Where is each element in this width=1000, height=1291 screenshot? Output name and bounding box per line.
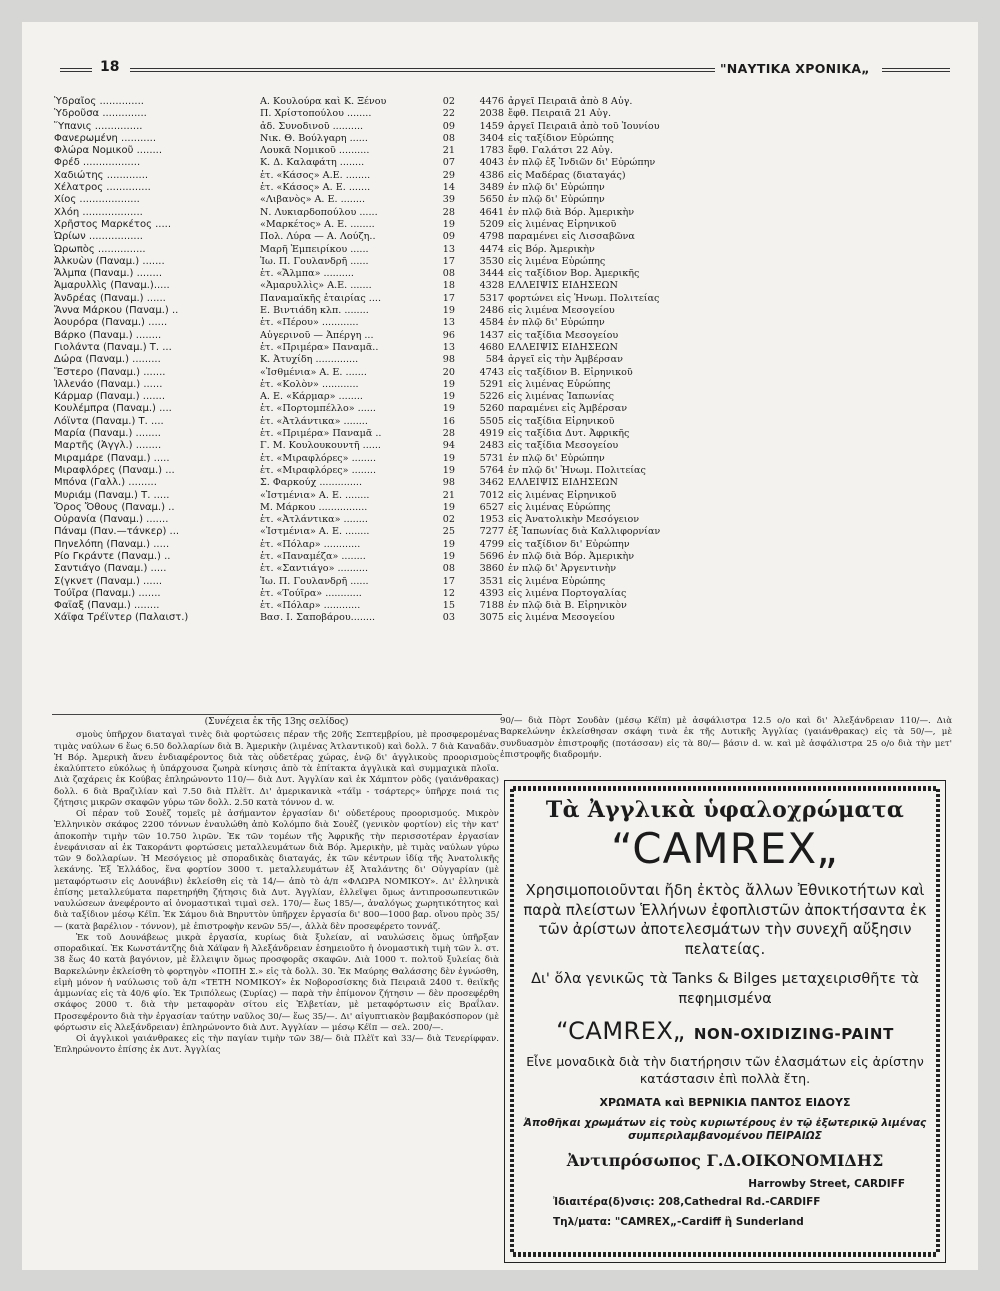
ship-name: Κουλέμπρα (Παναμ.) .... [54,403,172,415]
ship-owner: ἀδ. Συνοδινοῦ .......... [260,120,364,132]
ship-age: 14 [442,182,455,194]
ship-status: εἰς λιμένα Μεσογείου [508,612,615,624]
ship-tonnage: 3531 [479,575,504,587]
article-paragraph: Οἱ πέραν τοῦ Σουὲζ τομεῖς μὲ ἀσήμαντον ἐργασίαν δι' οὐδετέρους προορισμούς. Μικρὸν Ἑλληνικὸν σκάφος 2200 τόννων ἐναυλώθη ἀπὸ Κολόμπο διὰ Σουὲζ (γενικὸν φορτίον) εἰς τὴν κατ' ἀποκοπὴν τιμὴν τῶν 10.750 λιρῶν. Ἐκ τῶν τομέων τῆς Ἀφρικῆς τὴν περισσοτέραν ἐργασίαν ἐνεφάνισαν αἱ ἐκ Τακοράντι φορτώσεις μεταλλευμάτων διὰ Βόρ. Ἀμερικὴν, μὲ τιμὰς ναύλων γύρω τῶν 9 δολλαρίων. Ἡ Μεσόγειος μὲ σποραδικὰς διαταγάς, ἐκ τῶν κέντρων ἰδίᾳ τῆς Ἀνατολικῆς λεκάνης. Ἐξ Ἑλλάδος, ἕνα φορτίον 3000 τ. μεταλλευμάτων ἐξ Ἀταλάντης δι' Οὐγγαρίαν (μὲ μεταφόρτωσιν εἰς Δουνάβιν) ἐκλείσθη εἰς τὰ 14/— ἀπὸ τὸ ἀ/π «ΦΛΩΡΑ ΝΟΜΙΚΟΥ». Δι' ἑλληνικὰ ἐπίσης μεταλλεύματα παρετηρήθη ζήτησις διὰ Δυτ. Ἀγγλίαν, ἐλλεῖψει ὅμως ἀντιπροσωπευτικῶν ναυλώσεων ἀνεφέροντο αἱ ὀνομαστικαὶ τιμαὶ σελ. 170/— ἕως 185/—, ἀναλόγως χωρητικότητος καὶ διὰ ταξίδιον μέσῳ Κέϊπ. Ἐκ Σάμου διὰ Βηρυττὸν ὑπῆρχεν ἐργασία δι' 800—1000 βαρ. οἴνου πρὸς 35/— (κατὰ βαρέλιον - τόννον), μὲ ἐπιστροφὴν κενῶν 55/—, ἀλλὰ δὲν προσεφέρετο τοννάζ. [54,809,499,932]
article-paragraph: σμοὺς ὑπῆρχον διαταγαὶ τινὲς διὰ φορτώσεις πέραν τῆς 20ῆς Σεπτεμβρίου, μὲ προσφερομένας τιμὰς ναύλων 6 ἕως 6.50 δολλαρίων διὰ Β. Ἀμερικὴν (λιμένας Ἀτλαντικοῦ) καὶ δολλ. 7 διὰ Καναδᾶν. Ἡ Βόρ. Ἀμερικὴ ἄνευ ἐνδιαφέροντος διὰ τὰς οὐδετέρας χώρας, ἐνῷ δι' ἀγγλικοὺς προορισμοὺς ἐκαλύπτετο εὐκόλως ἡ ὑπάρχουσα ζωηρὰ κίνησις ἀπὸ τὰ ἐπίτακτα ἀγγλικὰ καὶ συμμαχικὰ πλοῖα. Διὰ ζαχάρεις ἐκ Κούβας ἐπληρώνοντο 110/— διὰ Δυτ. Ἀγγλίαν καὶ ἐκ Χάμπτον ρὸδς (γαιάνθρακας) δολλ. 6 διὰ Βραζιλίαν καὶ 7.50 διὰ Πλὲϊτ. Δι' ἀμερικανικὰ «τάϊμ - τσάρτερς» ὑπῆρχε ποιά τις ζήτησις μικρῶν σκαφῶν γύρω τῶν δολλ. 2.50 κατὰ τόννον d. w. [54,730,500,808]
ship-owner: Σ. Φαρκούχ .............. [260,477,363,489]
ship-tonnage: 5317 [479,292,504,304]
ad-brand-suffix: NON-OXIDIZING-PAINT [693,1025,894,1043]
ship-owner: Γ. Μ. Κουλουκουντῆ ...... [260,440,381,452]
ship-status: εἰς λιμένα Εὐρώπης [508,255,606,267]
ship-name: Χάϊφα Τρέϊντερ (Παλαιστ.) [54,612,189,624]
ship-owner: Π. Χρίστοπούλου ........ [260,108,372,120]
ship-name: Κάρμαρ (Παναμ.) ....... [54,391,166,403]
ship-tonnage: 4328 [479,280,504,292]
ship-name: Ἀνδρέας (Παναμ.) ...... [54,292,166,304]
ship-name: Φρέδ .................. [54,157,141,169]
ship-name: Ὄρος Ὄθους (Παναμ.) .. [54,501,175,513]
ship-owner: Κ. Δ. Καλαφάτη ........ [260,157,365,169]
ship-tonnage: 4919 [479,428,504,440]
ship-row [54,551,954,563]
page-number: 18 [100,59,120,75]
ship-name: Ἀλκυὼν (Παναμ.) ....... [54,255,165,267]
ship-name: Χέλατρος .............. [54,182,151,194]
ship-age: 98 [442,477,455,489]
ship-age: 15 [442,600,455,612]
ship-status: ΕΛΛΕΙΨΙΣ ΕΙΔΗΣΕΩΝ [508,280,618,292]
camrex-advertisement [504,780,946,1263]
ship-row [54,268,954,280]
ship-age: 17 [442,292,455,304]
header-rule-right [882,68,950,72]
ship-status: παραμένει εἰς Ἀμβέρσαν [508,403,628,415]
ad-border-top [513,786,937,791]
ship-status: εἰς λιμένας Εἰρηνικοῦ [508,218,617,230]
ship-age: 19 [442,378,455,390]
ship-row [54,563,954,575]
ad-telegrams: Τηλ/ματα: "CAMREX„-Cardiff ἢ Sunderland [553,1216,804,1228]
ship-name: Φαϊαξ (Παναμ.) ........ [54,600,160,612]
ship-tonnage: 1783 [479,145,504,157]
ship-age: 21 [442,489,455,501]
ship-status: ἐν πλῷ δι' Ἡνωμ. Πολιτείας [508,464,646,476]
ship-row [54,403,954,415]
ship-name: Ὑδροῦσα .............. [54,108,147,120]
article-left-column [54,717,499,1057]
ship-owner: Νικ. Θ. Βούλγαρη ...... [260,132,368,144]
ship-tonnage: 5650 [479,194,504,206]
ship-row [54,342,954,354]
ship-status: εἰς λιμένα Εὐρώπης [508,575,606,587]
ship-name: Ἀμαρυλλὶς (Παναμ.)..... [54,280,170,292]
ship-status: ἐν πλῷ διὰ Β. Εἰρηνικὸν [508,600,627,612]
newspaper-page [22,22,978,1270]
ship-owner: Λουκᾶ Νομικοῦ .......... [260,145,370,157]
ship-status: ἐν πλῷ δι' Ἀργεντινὴν [508,563,617,575]
ship-owner: ἑτ. «Πορτομπέλλο» ...... [260,403,376,415]
ship-name: Σαντιάγο (Παναμ.) ..... [54,563,167,575]
ship-tonnage: 4043 [479,157,504,169]
ad-residence: Ἰδιαιτέρα(δ)νσις: 208,Cathedral Rd.-CARDIFF [553,1196,821,1208]
ship-row [54,600,954,612]
header-rule-middle [130,68,715,72]
ship-tonnage: 2038 [479,108,504,120]
ship-status: εἰς ταξίδια Μεσογείου [508,440,619,452]
ship-status: ἐν πλῷ ἐξ Ἰνδιῶν δι' Εὐρώπην [508,157,656,169]
ship-status: εἰς ταξίδια Δυτ. Ἀφρικῆς [508,428,630,440]
ship-row [54,121,954,133]
ship-status: εἰς λιμένας Ἰαπωνίας [508,391,614,403]
ship-name: Ὑδραῖος .............. [54,96,144,107]
ship-name: Ἄλμπα (Παναμ.) ........ [54,268,163,280]
ship-tonnage: 5696 [479,550,504,562]
ship-age: 08 [442,563,455,575]
ship-age: 08 [442,268,455,280]
ship-age: 18 [442,280,455,292]
ship-status: ΕΛΛΕΙΨΙΣ ΕΙΔΗΣΕΩΝ [508,341,618,353]
ship-status: εἰς ταξίδιον Εὐρώπης [508,132,614,144]
ad-border-right [936,789,940,1254]
ship-row [54,145,954,157]
ad-border-left [510,789,514,1254]
ship-age: 94 [442,440,455,452]
ship-age: 25 [442,526,455,538]
ship-name: Χαδιώτης ............. [54,169,149,181]
ship-age: 07 [442,157,455,169]
ship-owner: «Ἀμαρυλλὶς» Α.Ε. ....... [260,280,372,292]
ship-owner: ἑτ. «Κάσος» Α.Ε. ........ [260,169,371,181]
ad-paragraph: Χρησιμοποιοῦνται ἤδη ἐκτὸς ἄλλων Ἐθνικοτήτων καὶ παρὰ πλείστων Ἑλλήνων ἐφοπλιστῶν ἀποκτήσαντα ἐκ τῶν ἀρίστων ἀποτελεσμάτων τὴν συνεχῆ αὔξησιν πελατείας. [523,882,927,958]
ship-age: 19 [442,464,455,476]
ship-owner: Μαρῆ Ἐμπειρίκου ...... [260,243,369,255]
ship-row [54,440,954,452]
ship-tonnage: 7188 [479,600,504,612]
ship-tonnage: 2486 [479,305,504,317]
ship-status: ἐν πλῷ διὰ Βόρ. Ἀμερικὴν [508,550,635,562]
ship-status: ἀργεῖ Πειραιᾶ ἀπὸ τοῦ Ἰουνίου [508,120,660,132]
ad-address: Harrowby Street, CARDIFF [748,1178,905,1190]
ship-tonnage: 3860 [479,563,504,575]
ship-owner: ἑτ. «Κολὸν» ............ [260,378,359,390]
ship-age: 16 [442,415,455,427]
ship-age: 09 [442,231,455,243]
ship-name: Μπόνα (Γαλλ.) ......... [54,477,157,489]
ship-owner: ἑτ. «Σαντιάγο» .......... [260,563,368,575]
ship-name: Μαρτῆς (Ἀγγλ.) ........ [54,440,162,452]
ship-row [54,588,954,600]
ship-tonnage: 5226 [479,391,504,403]
ship-status: εἰς Μαδέρας (διαταγάς) [508,169,626,181]
ship-row [54,539,954,551]
ship-row [54,453,954,465]
ship-age: 19 [442,452,455,464]
ship-row [54,367,954,379]
ad-brand-secondary [519,1017,931,1045]
ship-row [54,170,954,182]
ship-row [54,428,954,440]
ship-status: εἰς ταξίδια Εἰρηνικοῦ [508,415,615,427]
ship-status: εἰς λιμένας Εὐρώπης [508,501,611,513]
ship-tonnage: 7277 [479,526,504,538]
ship-row [54,280,954,292]
ship-name: Οὐρανία (Παναμ.) ....... [54,514,169,526]
article-paragraph: Οἱ ἀγγλικοὶ γαιάνθρακες εἰς τὴν παγίαν τιμὴν τῶν 38/— διὰ Πλὲϊτ καὶ 33/— διὰ Τενερίφφαν. Ἐπληρώνοντο ἐπίσης ἐκ Δυτ. Ἀγγλίας [54,1034,499,1056]
ship-name: Πάναμ (Παν.—τάνκερ) ... [54,526,180,538]
ship-name: Σ(γκνετ (Παναμ.) ...... [54,575,163,587]
ship-row [54,133,954,145]
ship-age: 98 [442,354,455,366]
ship-status: εἰς Ἀνατολικὴν Μεσόγειον [508,514,640,526]
ship-name: Ὕπανις ............... [54,120,143,132]
header-rule-left [60,68,92,72]
ship-name: Ρίο Γκράντε (Παναμ.) .. [54,550,171,562]
ship-owner: ἑτ. «Παναμέζα» ........ [260,550,366,562]
ship-tonnage: 3489 [479,182,504,194]
ship-row [54,305,954,317]
ship-status: ἐξ Ἰαπωνίας διὰ Καλλιφορνίαν [508,526,661,538]
continuation-note: (Συνέχεια ἐκ τῆς 13ης σελίδος) [204,717,349,727]
article-paragraph-continued: 90/— διὰ Πὸρτ Σουδὰν (μέσῳ Κέϊπ) μὲ ἀσφάλιστρα 12.5 ο/ο καὶ δι' Ἀλεξάνδρειαν 110/—. Διὰ Βαρκελώνην ἐκλείσθησαν σκάφη τινὰ ἐκ τῆς Δυτικῆς Ἀγγλίας (γαιάνθρακας) εἰς τὰ 50/—, μὲ συνδυασμὸν ἐπιστροφῆς (ποτάσσαν) εἰς τὰ 80/— βάσιν d. w. καὶ μὲ ἀσφάλιστρα 25 ο/ο διὰ τὴν μετ' ἐπιστροφῆς διαδρομήν. [500,716,952,760]
ad-brand: “CAMREX„ [611,824,839,873]
ship-name: Ἀουρόρα (Παναμ.) ...... [54,317,168,329]
ship-row [54,576,954,588]
ship-age: 17 [442,575,455,587]
ship-owner: Κ. Ἀτυχίδη .............. [260,354,359,366]
ship-age: 13 [442,243,455,255]
ship-name: Μυριάμ (Παναμ.) Τ. ..... [54,489,170,501]
ship-row [54,244,954,256]
ad-border-bottom [513,1252,937,1257]
ship-age: 21 [442,145,455,157]
ship-age: 19 [442,391,455,403]
ship-owner: Μ. Μάρκου ................ [260,501,368,513]
ship-name: Γιολάντα (Παναμ.) Τ. ... [54,341,172,353]
ship-age: 22 [442,108,455,120]
ship-name: Τούῖρα (Παναμ.) ....... [54,587,161,599]
ship-owner: ἑτ. «Ἀτλάντικα» ........ [260,514,368,526]
ship-age: 96 [442,329,455,341]
ship-tonnage: 6527 [479,501,504,513]
ship-owner: Α. Κουλούρα καὶ Κ. Ξένου [260,96,387,107]
ship-row [54,182,954,194]
ship-tonnage: 4798 [479,231,504,243]
article-paragraph: Ἐκ τοῦ Δουνάβεως μικρὰ ἐργασία, κυρίως διὰ ξυλείαν, αἱ ναυλώσεις ὅμως ὑπῆρξαν σποραδικαί. Ἐκ Κωνστάντζης διὰ Χάϊφαν ἢ Ἀλεξάνδρειαν ἐσημειοῦτο ἡ ὀνομαστικὴ τιμὴ τῶν λ. στ. 38 ἕως 40 κατὰ βαγόνιον, μὲ ἔλλειψιν ὅμως προσφορᾶς σκαφῶν. Διὰ 1000 τ. πολτοῦ ξυλείας διὰ Βαρκελώνην ἐκλείσθη τὸ φορτηγὸν «ΠΟΠΗ Σ.» εἰς τὰ δολλ. 30. Ἐκ Μαύρης Θαλάσσης δὲν ἐγνώσθη, εἰμὴ μόνον ἡ ναύλωσις τοῦ ἀ/π «ΤΕΤΗ ΝΟΜΙΚΟΥ» ἐκ Νοβοροσίσκης διὰ Πειραιᾶ 2400 τ. θειϊκῆς ἀμμωνίας εἰς τὰ 40/6 φίο. Ἐκ Τριπόλεως (Συρίας) — παρὰ τὴν ἐπίμονον ζήτησιν — δὲν προσεφέρθη σκάφος 2000 τ. διὰ τὴν μεταφορὰν σίτου εἰς Ἑλβετίαν, μὲ μεταφόρτωσιν εἰς Βραΐλαν. Προσεφέροντο διὰ τὴν ἐργασίαν ταύτην ναῦλος 30/— ἕως 35/—. Δι' αἰγυπτιακὸν βαμβακόσπορον (μὲ φόρτωσιν εἰς Ἀλεξάνδρειαν) ἐπληρώνοντο διὰ Δυτ. Ἀγγλίαν — μέσῳ Κέϊπ — σελ. 200/—. [54,932,499,1033]
ship-tonnage: 4476 [479,96,504,107]
ad-content [519,795,931,1248]
ship-owner: «Ἰστμένια» Α. Ε. ........ [260,489,370,501]
ship-status: εἰς Βόρ. Ἀμερικὴν [508,243,595,255]
ship-tonnage: 1953 [479,514,504,526]
section-divider [52,714,502,715]
ship-tonnage: 3530 [479,255,504,267]
ship-row [54,354,954,366]
ship-owner: ἑτ. «Μιραφλόρες» ........ [260,464,377,476]
ship-status: ἐν πλῷ δι' Εὐρώπην [508,452,605,464]
ship-owner: Ἰω. Π. Γουλανδρῆ ...... [260,255,369,267]
ship-tonnage: 2483 [479,440,504,452]
ship-age: 02 [442,96,455,107]
ship-name: Ἰλλενάο (Παναμ.) ...... [54,378,163,390]
ship-tonnage: 3404 [479,132,504,144]
ship-age: 19 [442,501,455,513]
ship-age: 28 [442,206,455,218]
ship-row [54,256,954,268]
ship-row [54,465,954,477]
ship-tonnage: 4474 [479,243,504,255]
ship-row [54,317,954,329]
ship-name: Δώρα (Παναμ.) ......... [54,354,161,366]
ship-status: εἰς λιμένας Εὐρώπης [508,378,611,390]
ship-row [54,157,954,169]
ship-tonnage: 5731 [479,452,504,464]
ship-age: 19 [442,305,455,317]
ship-row [54,219,954,231]
ship-tonnage: 4584 [479,317,504,329]
ship-row [54,293,954,305]
ship-name: Χλόη ................... [54,206,143,218]
ship-owner: Βασ. Ι. Σαποβάρου........ [260,612,376,624]
ship-name: Φανερωμένη ........... [54,132,157,144]
ship-tonnage: 5260 [479,403,504,415]
ship-owner: ἑτ. «Ἀτλάντικα» ........ [260,415,368,427]
ship-status: ἐν πλῷ δι' Εὐρώπην [508,194,605,206]
ship-status: εἰς ταξίδιον δι' Εὐρώπην [508,538,630,550]
ship-owner: Ε. Βιντιάδη κλπ. ........ [260,305,369,317]
ship-row [54,207,954,219]
ship-age: 19 [442,403,455,415]
ship-age: 19 [442,218,455,230]
ship-owner: ἑτ. «Μιραφλόρες» ........ [260,452,377,464]
ship-row [54,416,954,428]
ship-name: Ὠρίων ................. [54,231,143,243]
ship-tonnage: 5291 [479,378,504,390]
ship-tonnage: 1437 [479,329,504,341]
ship-status: ΕΛΛΕΙΨΙΣ ΕΙΔΗΣΕΩΝ [508,477,618,489]
ship-tonnage: 5764 [479,464,504,476]
ship-row [54,490,954,502]
ship-age: 29 [442,169,455,181]
ad-products: ΧΡΩΜΑΤΑ καὶ ΒΕΡΝΙΚΙΑ ΠΑΝΤΟΣ ΕΙΔΟΥΣ [599,1096,851,1109]
ship-age: 09 [442,120,455,132]
ship-tonnage: 4386 [479,169,504,181]
ship-tonnage: 4743 [479,366,504,378]
ad-representative: Ἀντιπρόσωπος Γ.Δ.ΟΙΚΟΝΟΜΙΔΗΣ [566,1151,884,1170]
ad-brand-secondary-name: “CAMREX„ [556,1017,686,1045]
ship-list [54,96,954,625]
ad-stock-note: Ἀποθῆκαι χρωμάτων εἰς τοὺς κυριωτέρους ἐν τῷ ἐξωτερικῷ λιμένας συμπεριλαμβανομένου ΠΕΙΡΑΙΩΣ [523,1117,927,1142]
ship-age: 03 [442,612,455,624]
ship-tonnage: 3462 [479,477,504,489]
ship-age: 20 [442,366,455,378]
ship-owner: ἑτ. «Ἄλμπα» .......... [260,268,354,280]
ship-name: Μαρία (Παναμ.) ........ [54,428,161,440]
ship-status: παραμένει εἰς Λισσαβῶνα [508,231,635,243]
ship-status: εἰς ταξίδιον Βορ. Ἀμερικῆς [508,268,640,280]
ship-owner: Ν. Λυκιαρδοπούλου ...... [260,206,378,218]
ship-owner: Ἰω. Π. Γουλανδρῆ ...... [260,575,369,587]
ship-owner: ἑτ. «Πριμέρα» Παναμᾶ.. [260,341,379,353]
ship-row [54,391,954,403]
ship-status: εἰς λιμένας Εἰρηνικοῦ [508,489,617,501]
ship-name: Ἔστερο (Παναμ.) ....... [54,366,166,378]
ship-age: 13 [442,317,455,329]
ship-tonnage: 4393 [479,587,504,599]
ship-owner: Α. Ε. «Κάρμαρ» ........ [260,391,363,403]
ship-status: ἐν πλῷ δι' Εὐρώπην [508,182,605,194]
ad-paragraph: Δι' ὅλα γενικῶς τὰ Tanks & Bilges μεταχειρισθῆτε τὰ πεφημισμένα [531,971,919,1007]
ad-paragraph: Εἶνε μοναδικὰ διὰ τὴν διατήρησιν τῶν ἐλασμάτων εἰς ἀρίστην κατάστασιν ἐπὶ πολλὰ ἔτη. [526,1054,924,1086]
ship-status: ἐν πλῷ διὰ Βόρ. Ἀμερικὴν [508,206,635,218]
ship-owner: ἑτ. «Τούῖρα» ............ [260,587,362,599]
ship-name: Μιραφλόρες (Παναμ.) ... [54,464,175,476]
ship-tonnage: 3075 [479,612,504,624]
ship-owner: «Ἰστμένια» Α. Ε. ........ [260,526,370,538]
ship-name: Χρῆστος Μαρκέτος ..... [54,218,172,230]
ship-owner: ἑτ. «Κάσος» Α. Ε. ....... [260,182,371,194]
ship-status: εἰς λιμένα Πορτογαλίας [508,587,627,599]
ship-age: 19 [442,538,455,550]
ship-row [54,379,954,391]
ship-row [54,330,954,342]
ship-owner: «Λιβανὸς» Α. Ε. ........ [260,194,366,206]
ad-headline: Τὰ Ἀγγλικὰ ὑφαλοχρώματα [545,797,905,823]
page-header [60,59,950,81]
ship-row [54,194,954,206]
ship-status: ἀργεῖ Πειραιᾶ ἀπὸ 8 Αὐγ. [508,96,633,107]
ship-owner: Παναμαϊκῆς ἑταιρίας .... [260,292,381,304]
ship-row [54,612,954,624]
ship-status: εἰς λιμένα Μεσογείου [508,305,615,317]
ship-age: 02 [442,514,455,526]
ship-owner: ἑτ. «Πέρου» ............ [260,317,359,329]
ship-status: ἔφθ. Γαλάτσι 22 Αὐγ. [508,145,613,157]
ship-row [54,477,954,489]
ship-status: ἐν πλῷ δι' Εὐρώπην [508,317,605,329]
ship-owner: «Ἰσθμένια» Α. Ε. ....... [260,366,367,378]
ship-age: 13 [442,341,455,353]
ship-name: Βάρκο (Παναμ.) ........ [54,329,162,341]
publication-title: "ΝΑΥΤΙΚΑ ΧΡΟΝΙΚΑ„ [720,61,870,76]
ship-owner: Πολ. Λύρα — Α. Λούζη.. [260,231,376,243]
ship-tonnage: 4799 [479,538,504,550]
ship-tonnage: 4680 [479,341,504,353]
ship-tonnage: 4641 [479,206,504,218]
ship-row [54,231,954,243]
ship-age: 19 [442,550,455,562]
ship-status: φορτώνει εἰς Ἡνωμ. Πολιτείας [508,292,660,304]
ship-status: εἰς ταξίδιον Β. Εἰρηνικοῦ [508,366,633,378]
ship-age: 12 [442,587,455,599]
ship-owner: ἑτ. «Πόλαρ» ............ [260,538,361,550]
ship-tonnage: 5209 [479,218,504,230]
ship-age: 28 [442,428,455,440]
ship-row [54,96,954,108]
ship-name: Χίος ................... [54,194,140,206]
ship-status: ἔφθ. Πειραιᾶ 21 Αὐγ. [508,108,612,120]
ship-tonnage: 7012 [479,489,504,501]
ship-owner: ἑτ. «Πόλαρ» ............ [260,600,361,612]
ship-owner: Αὐγερινοῦ — Ἀπέργη ... [260,329,374,341]
ship-status: εἰς ταξίδια Μεσογείου [508,329,619,341]
ship-name: Ἄννα Μάρκου (Παναμ.) .. [54,305,179,317]
ship-tonnage: 1459 [479,120,504,132]
ship-age: 39 [442,194,455,206]
ship-row [54,108,954,120]
ship-owner: ἑτ. «Πριμέρα» Παναμᾶ .. [260,428,382,440]
ship-status: ἀργεῖ εἰς τὴν Ἀμβέρσαν [508,354,623,366]
ship-row [54,502,954,514]
ship-name: Μιραμάρε (Παναμ.) ..... [54,452,170,464]
ship-age: 17 [442,255,455,267]
ship-tonnage: 584 [485,354,504,366]
ship-owner: «Μαρκέτος» Α. Ε. ........ [260,218,375,230]
ship-age: 08 [442,132,455,144]
ship-name: Ὠρωπὸς ............... [54,243,146,255]
ship-tonnage: 5505 [479,415,504,427]
article-right-column [500,716,952,761]
ship-name: Λόϊντα (Παναμ.) Τ. .... [54,415,164,427]
ship-row [54,526,954,538]
ship-name: Φλώρα Νομικοῦ ........ [54,145,163,157]
ship-tonnage: 3444 [479,268,504,280]
ship-name: Πηνελόπη (Παναμ.) ..... [54,538,170,550]
ship-row [54,514,954,526]
